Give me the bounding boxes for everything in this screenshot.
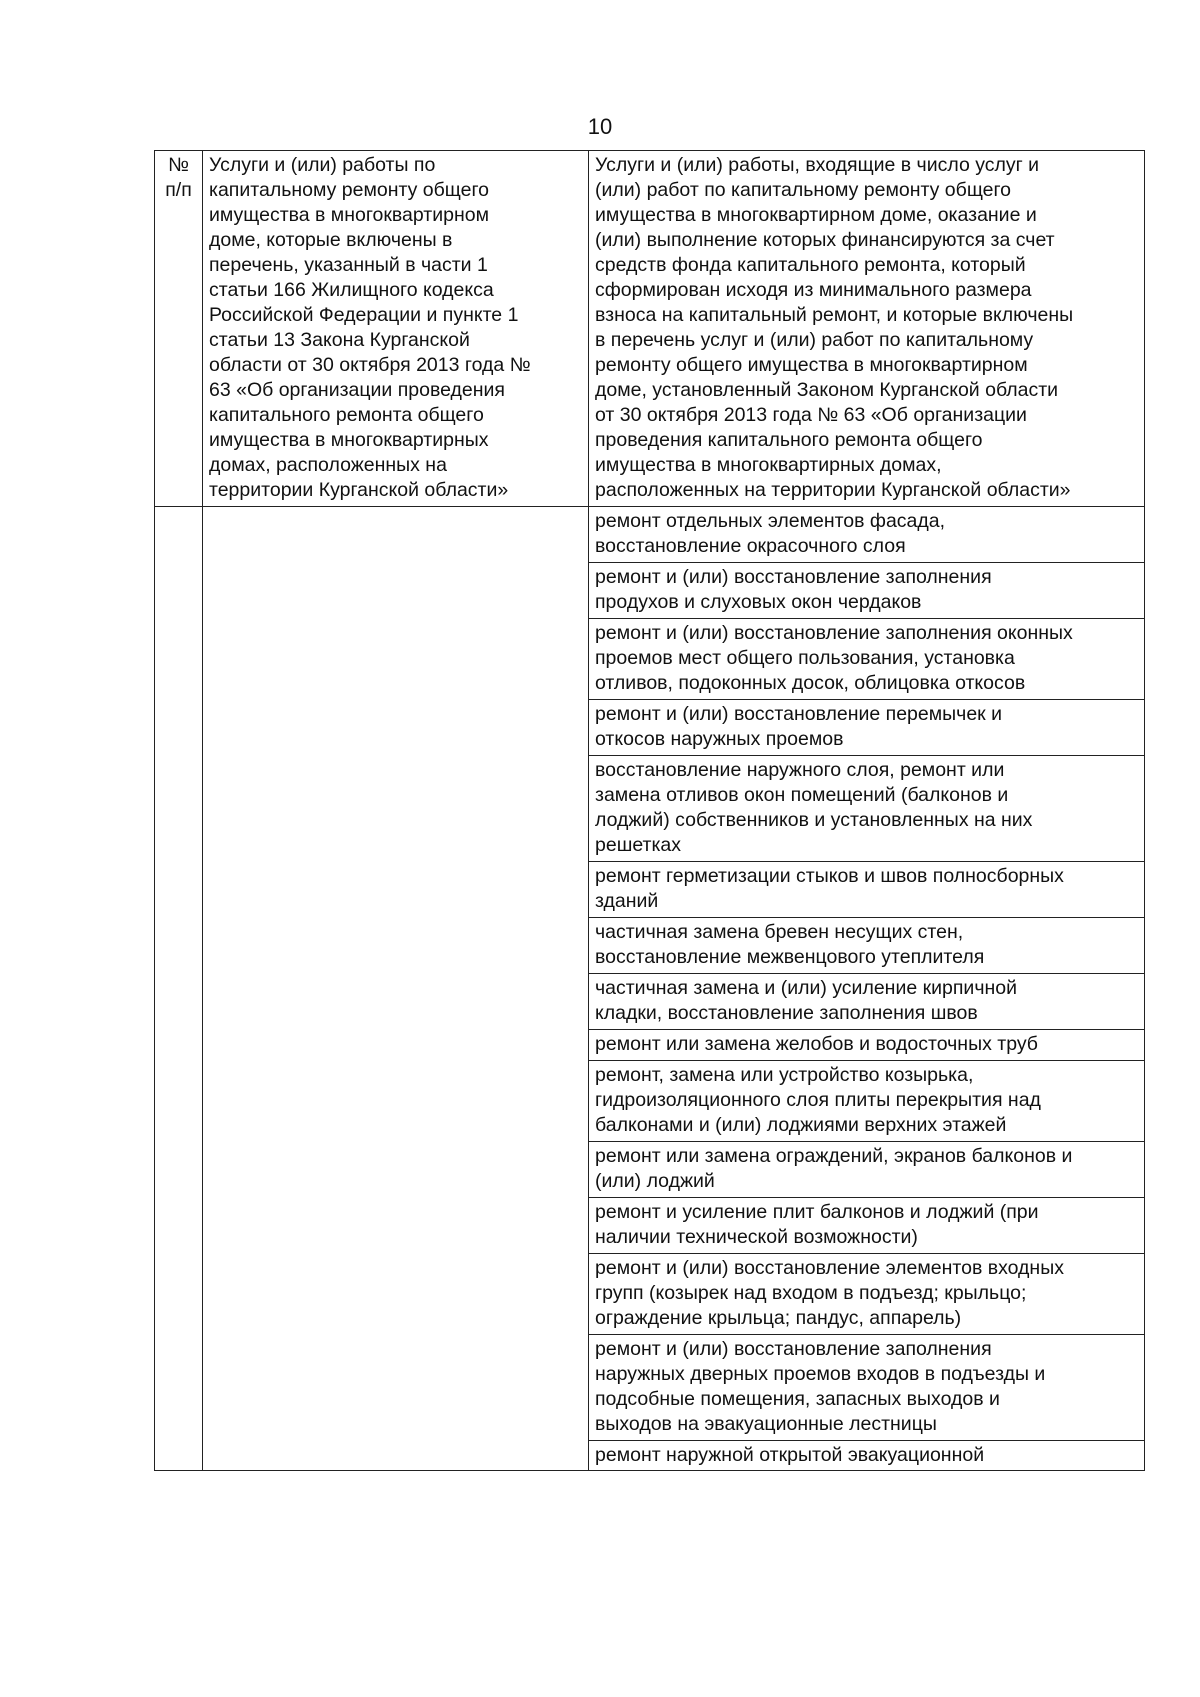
work-item-cell: ремонт и (или) восстановление заполнения наружных дверных проемов входов в подъезды и подсобные помещения, запасных выходов и выходов на эвакуационные лестницы	[589, 1335, 1145, 1441]
work-item-cell: ремонт и (или) восстановление заполнения продухов и слуховых окон чердаков	[589, 563, 1145, 619]
work-item-cell: ремонт, замена или устройство козырька, гидроизоляционного слоя плиты перекрытия над балконами и (или) лоджиями верхних этажей	[589, 1061, 1145, 1142]
work-item-cell: ремонт или замена желобов и водосточных труб	[589, 1030, 1145, 1061]
work-item-cell: ремонт и (или) восстановление заполнения оконных проемов мест общего пользования, установка отливов, подоконных досок, облицовка откосов	[589, 619, 1145, 700]
header-number-cell: № п/п	[155, 151, 203, 507]
table-row	[155, 507, 1145, 563]
services-table	[154, 150, 1145, 1471]
number-cell-empty	[155, 507, 203, 1471]
work-item-cell: частичная замена бревен несущих стен, восстановление межвенцового утеплителя	[589, 918, 1145, 974]
work-item-cell: ремонт и (или) восстановление элементов входных групп (козырек над входом в подъезд; крыльцо; ограждение крыльца; пандус, аппарель)	[589, 1254, 1145, 1335]
work-item-cell: частичная замена и (или) усиление кирпичной кладки, восстановление заполнения швов	[589, 974, 1145, 1030]
services-cell-empty	[203, 507, 589, 1471]
work-item-cell: ремонт и (или) восстановление перемычек и откосов наружных проемов	[589, 700, 1145, 756]
work-item-cell: ремонт и усиление плит балконов и лоджий (при наличии технической возможности)	[589, 1198, 1145, 1254]
work-item-cell: ремонт отдельных элементов фасада, восстановление окрасочного слоя	[589, 507, 1145, 563]
work-item-cell: ремонт герметизации стыков и швов полносборных зданий	[589, 862, 1145, 918]
work-item-cell: восстановление наружного слоя, ремонт или замена отливов окон помещений (балконов и лоджий) собственников и установленных на них решетках	[589, 756, 1145, 862]
table-header-row	[155, 151, 1145, 507]
header-services-list-cell: Услуги и (или) работы по капитальному ремонту общего имущества в многоквартирном доме, которые включены в перечень, указанный в части 1 статьи 166 Жилищного кодекса Российской Федерации и пункте 1 статьи 13 Закона Курганской области от 30 октября 2013 года № 63 «Об организации проведения капитального ремонта общего имущества в многоквартирных домах, расположенных на территории Курганской области»	[203, 151, 589, 507]
work-item-cell: ремонт или замена ограждений, экранов балконов и (или) лоджий	[589, 1142, 1145, 1198]
header-funded-services-cell: Услуги и (или) работы, входящие в число услуг и (или) работ по капитальному ремонту общего имущества в многоквартирном доме, оказание и (или) выполнение которых финансируются за счет средств фонда капитального ремонта, который сформирован исходя из минимального размера взноса на капитальный ремонт, и которые включены в перечень услуг и (или) работ по капитальному ремонту общего имущества в многоквартирном доме, установленный Законом Курганской области от 30 октября 2013 года № 63 «Об организации проведения капитального ремонта общего имущества в многоквартирных домах, расположенных на территории Курганской области»	[589, 151, 1145, 507]
work-item-cell: ремонт наружной открытой эвакуационной	[589, 1441, 1145, 1471]
page-number: 10	[587, 114, 613, 139]
